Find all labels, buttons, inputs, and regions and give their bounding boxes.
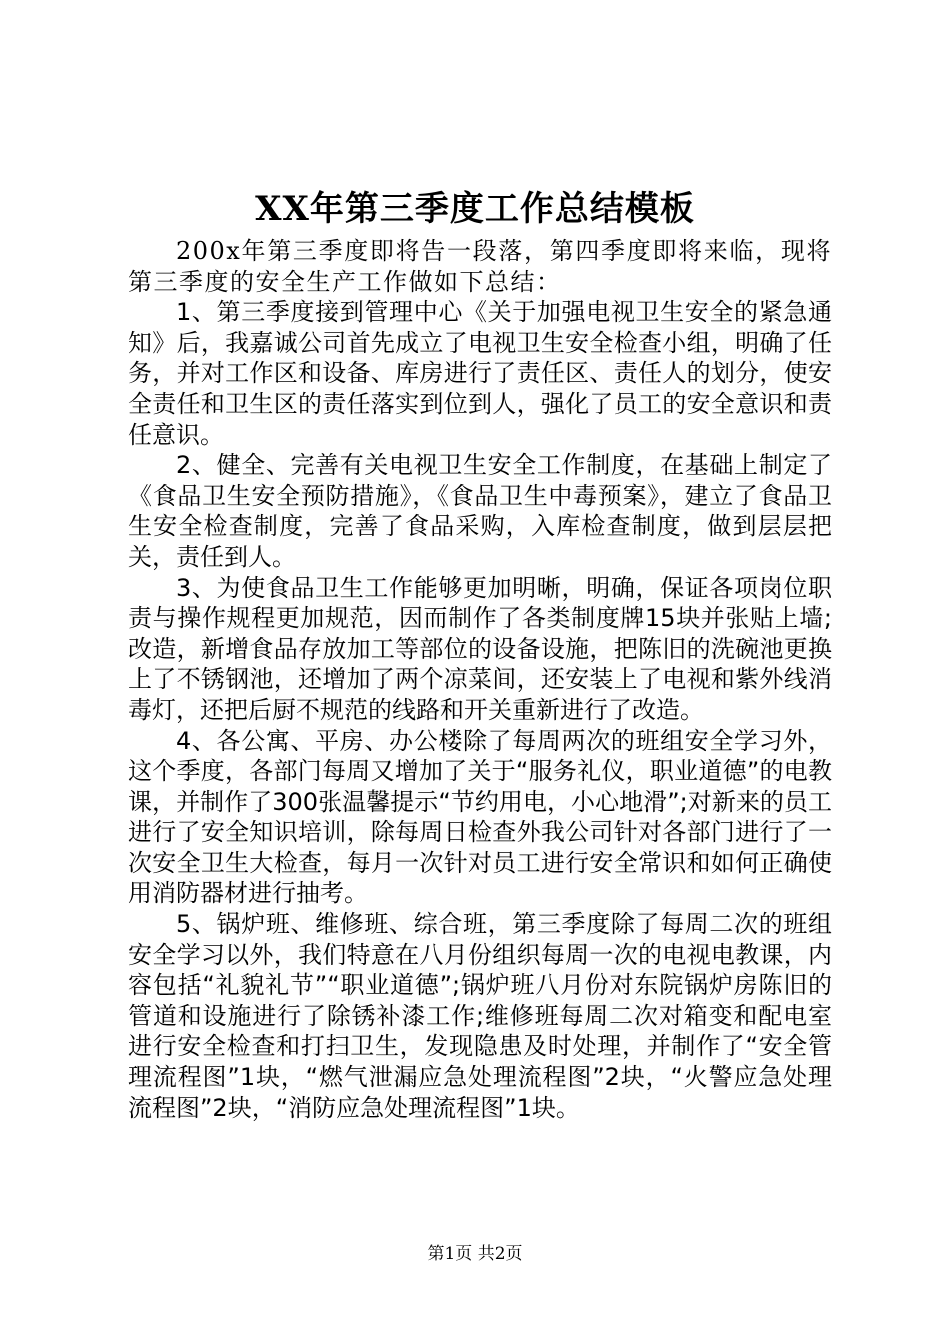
page-number-footer: 第1页 共2页 [427,1244,523,1264]
paragraph-3: 3、为使食品卫生工作能够更加明晰，明确，保证各项岗位职责与操作规程更加规范，因而制作了各类制度牌15块并张贴上墙;改造，新增食品存放加工等部位的设备设施，把陈旧的洗碗池更换上了不锈钢池，还增加了两个凉菜间，还安装上了电视和紫外线消毒灯，还把后厨不规范的线路和开关重新进行了改造。 [128,573,832,724]
paragraph-5: 5、锅炉班、维修班、综合班，第三季度除了每周二次的班组安全学习以外，我们特意在八月份组织每周一次的电视电教课，内容包括“礼貌礼节”“职业道德”;锅炉班八月份对东院锅炉房陈旧的管道和设施进行了除锈补漆工作;维修班每周二次对箱变和配电室进行安全检查和打扫卫生，发现隐患及时处理，并制作了“安全管理流程图”1块，“燃气泄漏应急处理流程图”2块，“火警应急处理流程图”2块，“消防应急处理流程图”1块。 [128,910,832,1122]
document-title: XX年第三季度工作总结模板 [255,189,695,229]
paragraph-1: 1、第三季度接到管理中心《关于加强电视卫生安全的紧急通知》后，我嘉诚公司首先成立了电视卫生安全检查小组，明确了任务，并对工作区和设备、库房进行了责任区、责任人的划分，使安全责任和卫生区的责任落实到位到人，强化了员工的安全意识和责任意识。 [128,298,832,449]
paragraph-4: 4、各公寓、平房、办公楼除了每周两次的班组安全学习外，这个季度，各部门每周又增加了关于“服务礼仪，职业道德”的电教课，并制作了300张温馨提示“节约用电，小心地滑”;对新来的员工进行了安全知识培训，除每周日检查外我公司针对各部门进行了一次安全卫生大检查，每月一次针对员工进行安全常识和如何正确使用消防器材进行抽考。 [128,726,832,908]
document-body [128,236,832,1123]
paragraph-2: 2、健全、完善有关电视卫生安全工作制度，在基础上制定了《食品卫生安全预防措施》，《食品卫生中毒预案》，建立了食品卫生安全检查制度，完善了食品采购，入库检查制度，做到层层把关，责任到人。 [128,451,832,571]
intro-paragraph: 200x年第三季度即将告一段落，第四季度即将来临，现将第三季度的安全生产工作做如下总结： [128,237,832,296]
